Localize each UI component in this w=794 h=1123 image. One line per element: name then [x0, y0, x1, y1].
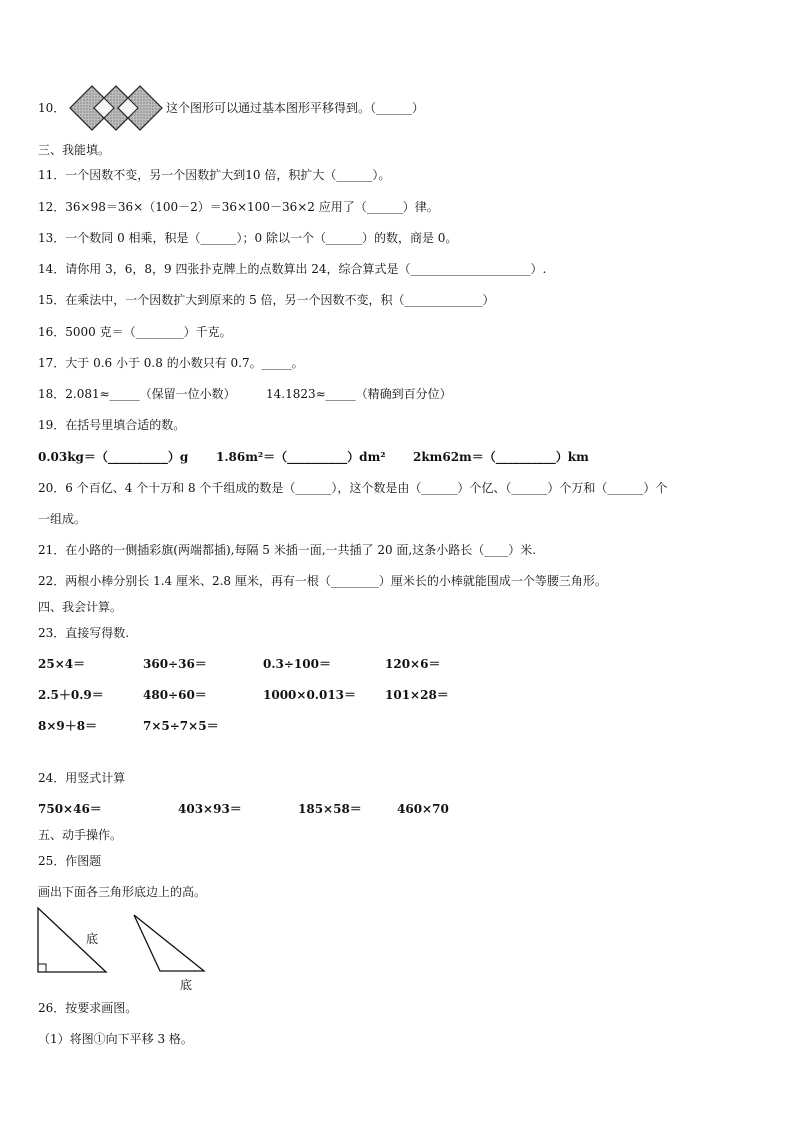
question-26: 26．按要求画图。: [38, 1001, 138, 1015]
vertical-calc-item: 185×58＝: [298, 802, 362, 816]
obtuse-triangle-figure: [130, 912, 210, 976]
question-12: 12．36×98＝36×（100－2）＝36×100－36×2 应用了（______）律。: [38, 200, 439, 214]
question-10-text: 这个图形可以通过基本图形平移得到。（______）: [166, 101, 425, 115]
calc-item: 360÷36＝: [143, 657, 207, 671]
section-4-heading: 四、我会计算。: [38, 600, 123, 614]
question-16: 16．5000 克＝（________）千克。: [38, 325, 232, 339]
base-label: 底: [180, 978, 193, 992]
section-5-heading: 五、动手操作。: [38, 828, 123, 842]
question-15: 15．在乘法中，一个因数扩大到原来的 5 倍，另一个因数不变，积（_____________）: [38, 293, 495, 307]
question-23: 23．直接写得数.: [38, 626, 130, 640]
calc-item: 101×28＝: [385, 688, 449, 702]
question-22: 22．两根小棒分别长 1.4 厘米、2.8 厘米，再有一根（________）厘米长的小棒就能围成一个等腰三角形。: [38, 574, 607, 588]
question-20-line-1: 20．6 个百亿、4 个十万和 8 个千组成的数是（______），这个数是由（______）个亿、（______）个万和（______）个: [38, 481, 668, 495]
question-18-part-a: 18．2.081≈_____（保留一位小数）: [38, 387, 236, 401]
question-10-number: 10．: [38, 101, 66, 115]
section-3-heading: 三、我能填。: [38, 143, 111, 157]
question-19-item: 1.86m²＝（__________）dm²: [216, 450, 386, 464]
question-18-part-b: 14.1823≈_____（精确到百分位）: [266, 387, 452, 401]
question-13: 13．一个数同 0 相乘，积是（______）；0 除以一个（______）的数，商是 0。: [38, 231, 458, 245]
question-25-instruction: 画出下面各三角形底边上的高。: [38, 885, 207, 899]
calc-item: 25×4＝: [38, 657, 86, 671]
vertical-calc-item: 750×46＝: [38, 802, 102, 816]
vertical-calc-item: 403×93＝: [178, 802, 242, 816]
calc-item: 8×9＋8＝: [38, 719, 98, 733]
diamond-pattern-figure: [68, 84, 164, 132]
calc-item: 120×6＝: [385, 657, 441, 671]
question-19: 19．在括号里填合适的数。: [38, 418, 186, 432]
question-20-line-2: 一组成。: [38, 512, 87, 526]
question-21: 21．在小路的一侧插彩旗(两端都插),每隔 5 米插一面,一共插了 20 面,这条小路长（____）米.: [38, 543, 537, 557]
question-14: 14．请你用 3，6，8，9 四张扑克牌上的点数算出 24，综合算式是（____________________）.: [38, 262, 547, 276]
vertical-calc-item: 460×70: [397, 802, 449, 816]
base-label: 底: [86, 932, 99, 946]
calc-item: 7×5÷7×5＝: [143, 719, 219, 733]
calc-item: 2.5＋0.9＝: [38, 688, 104, 702]
question-24: 24．用竖式计算: [38, 771, 126, 785]
question-19-item: 2km62m＝（__________）km: [413, 450, 589, 464]
question-11: 11．一个因数不变，另一个因数扩大到10 倍，积扩大（______）。: [38, 168, 391, 182]
calc-item: 0.3÷100＝: [263, 657, 331, 671]
question-19-item: 0.03kg＝（__________）g: [38, 450, 189, 464]
calc-item: 480÷60＝: [143, 688, 207, 702]
question-26-part-1: （1）将图①向下平移 3 格。: [38, 1032, 193, 1046]
question-17: 17．大于 0.6 小于 0.8 的小数只有 0.7。_____。: [38, 356, 304, 370]
right-triangle-figure: [36, 906, 112, 976]
calc-item: 1000×0.013＝: [263, 688, 357, 702]
question-25: 25．作图题: [38, 854, 102, 868]
